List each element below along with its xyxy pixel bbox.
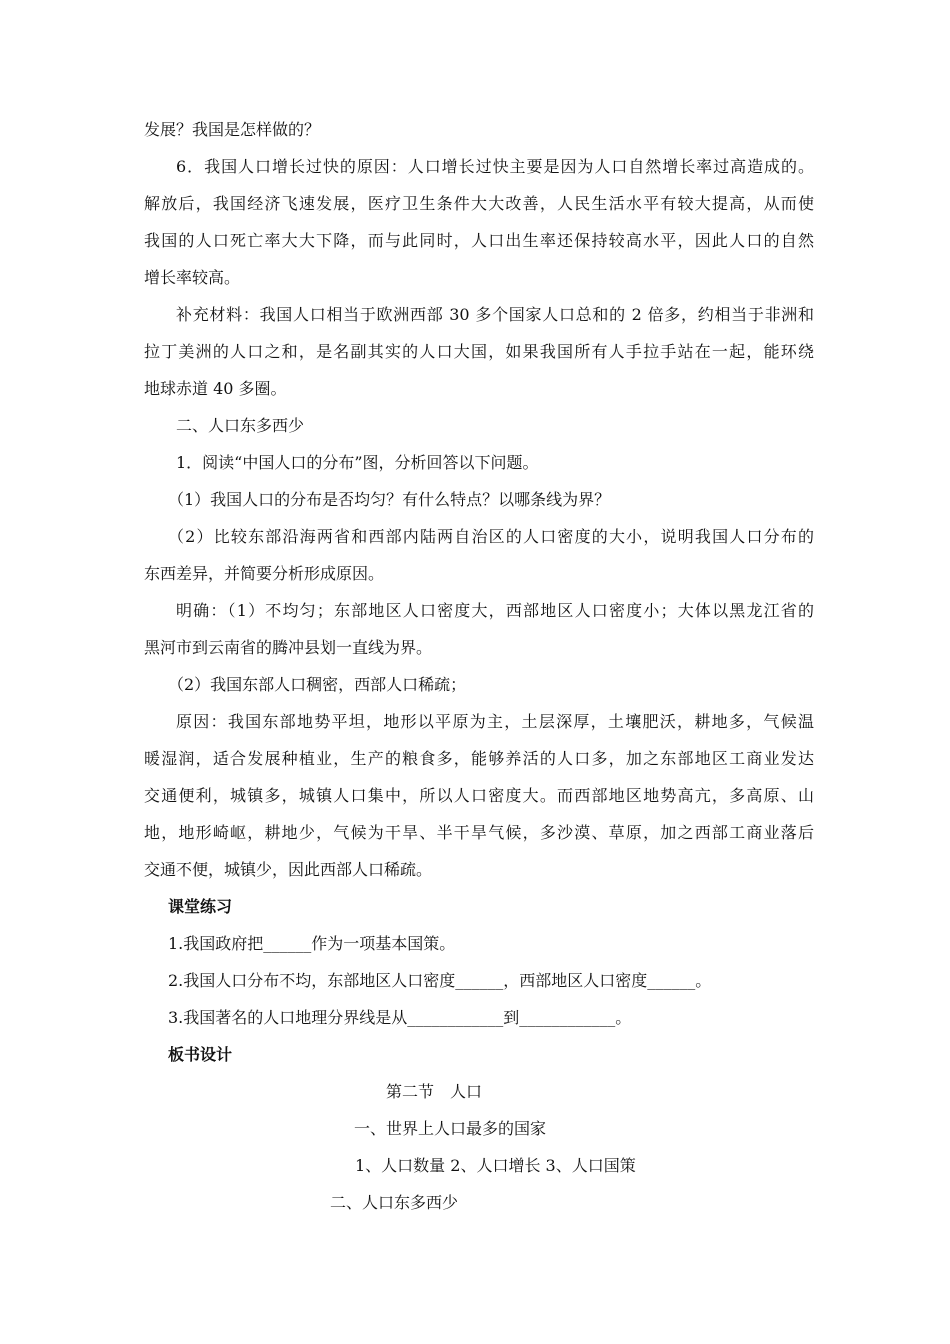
paragraph-line: 我国的人口死亡率大大下降，而与此同时，人口出生率还保持较高水平，因此人口的自然 (144, 231, 814, 250)
board-line-2: 1、人口数量 2、人口增长 3、人口国策 (355, 1156, 636, 1175)
paragraph-line: 黑河市到云南省的腾冲县划一直线为界。 (144, 638, 433, 657)
paragraph-line: 发展？我国是怎样做的？ (144, 120, 321, 139)
exercise-item: 2.我国人口分布不均，东部地区人口密度______，西部地区人口密度______。 (168, 971, 712, 990)
exercise-item: 1.我国政府把______作为一项基本国策。 (168, 934, 456, 953)
paragraph-line: 6．我国人口增长过快的原因：人口增长过快主要是因为人口自然增长率过高造成的。 (176, 157, 814, 176)
section-heading: 二、人口东多西少 (176, 416, 305, 435)
paragraph-line: 解放后，我国经济飞速发展，医疗卫生条件大大改善，人民生活水平有较大提高，从而使 (144, 194, 814, 213)
exercise-heading: 课堂练习 (168, 897, 233, 916)
paragraph-line: 交通便利，城镇多，城镇人口集中，所以人口密度大。而西部地区地势高亢，多高原、山 (144, 786, 814, 805)
exercise-item: 3.我国著名的人口地理分界线是从____________到____________。 (168, 1008, 632, 1027)
board-heading: 板书设计 (168, 1045, 233, 1064)
board-line-1: 一、世界上人口最多的国家 (354, 1119, 547, 1138)
paragraph-line: 补充材料：我国人口相当于欧洲西部 30 多个国家人口总和的 2 倍多，约相当于非洲和 (176, 305, 814, 324)
paragraph-line: 交通不便，城镇少，因此西部人口稀疏。 (144, 860, 433, 879)
paragraph-line: 原因：我国东部地势平坦，地形以平原为主，土层深厚，土壤肥沃，耕地多，气候温 (176, 712, 814, 731)
paragraph-line: 1．阅读“中国人口的分布”图，分析回答以下问题。 (176, 453, 539, 472)
paragraph-line: 拉丁美洲的人口之和，是名副其实的人口大国，如果我国所有人手拉手站在一起，能环绕 (144, 342, 814, 361)
board-title: 第二节 人口 (386, 1082, 483, 1101)
paragraph-line: （1）我国人口的分布是否均匀？有什么特点？以哪条线为界？ (168, 490, 611, 509)
paragraph-line: 暖湿润，适合发展种植业，生产的粮食多，能够养活的人口多，加之东部地区工商业发达 (144, 749, 814, 768)
paragraph-line: （2）我国东部人口稠密，西部人口稀疏； (168, 675, 467, 694)
paragraph-line: 东西差异，并简要分析形成原因。 (144, 564, 385, 583)
paragraph-line: （2）比较东部沿海两省和西部内陆两自治区的人口密度的大小，说明我国人口分布的 (168, 527, 814, 546)
paragraph-line: 增长率较高。 (144, 268, 241, 287)
paragraph-line: 地，地形崎岖，耕地少，气候为干旱、半干旱气候，多沙漠、草原，加之西部工商业落后 (144, 823, 814, 842)
board-line-3: 二、人口东多西少 (330, 1193, 459, 1212)
paragraph-line: 明确：（1）不均匀；东部地区人口密度大，西部地区人口密度小；大体以黑龙江省的 (176, 601, 814, 620)
paragraph-line: 地球赤道 40 多圈。 (144, 379, 287, 398)
